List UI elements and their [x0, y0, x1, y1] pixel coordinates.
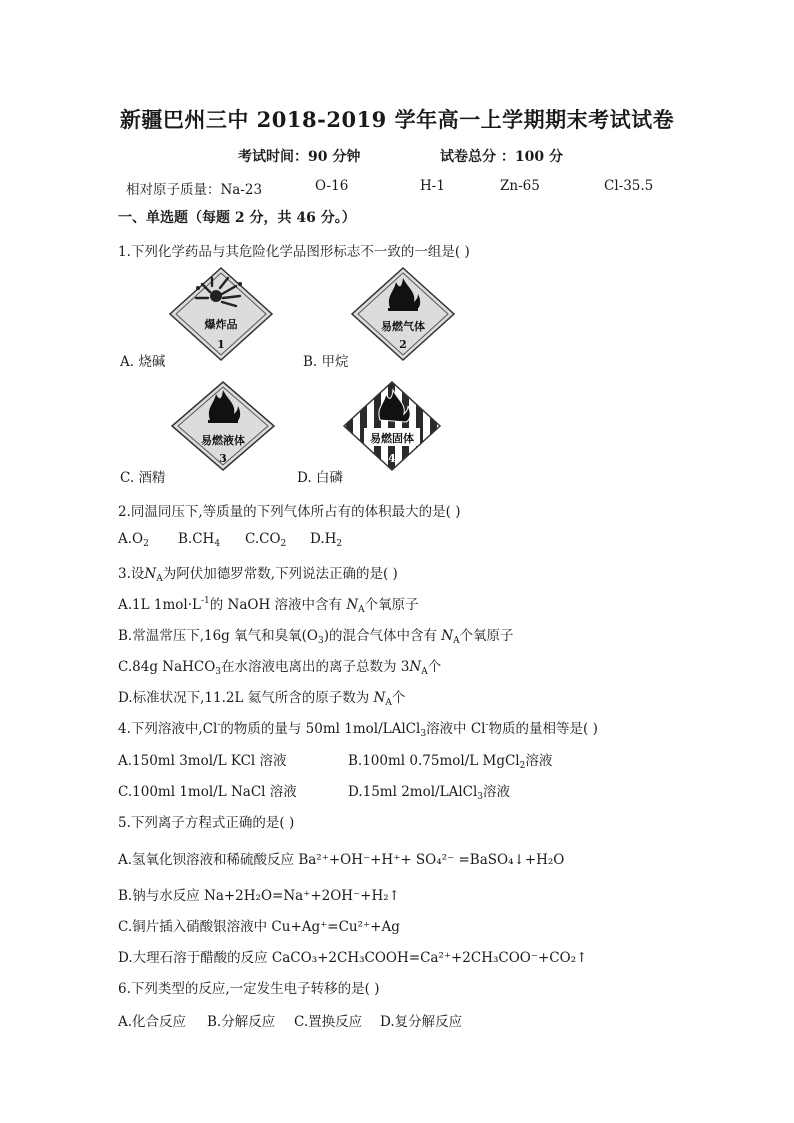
sign-number: 1: [217, 338, 225, 351]
exam-total-score: 试卷总分 ：100 分: [440, 149, 563, 165]
atomic-mass-zn: Zn-65: [500, 178, 540, 194]
exam-time: 考试时间：90 分钟: [238, 149, 361, 165]
question-1-option-b: B. 甲烷: [303, 354, 349, 370]
sign-label: 易燃液体: [201, 434, 245, 447]
question-5-option-a: A.氢氧化钡溶液和稀硫酸反应 Ba²⁺+OH⁻+H⁺+ SO₄²⁻ =BaSO₄↓+H₂O: [118, 852, 565, 868]
sign-label: 易燃气体: [381, 320, 425, 333]
question-5-option-d: D.大理石溶于醋酸的反应 CaCO₃+2CH₃COOH=Ca²⁺+2CH₃COO⁻+CO₂↑: [118, 950, 588, 966]
sign-number: 3: [219, 452, 227, 465]
page-title: 新疆巴州三中 2018-2019 学年高一上学期期末考试试卷: [119, 107, 675, 132]
question-3-option-a: A.1L $1mol\cdot L^{-1}$的 NaOH 溶液中含有 $N_A$个氧原子: [118, 596, 419, 615]
hazard-sign-explosive: [168, 266, 274, 362]
question-2-option-d: $D.H_2$: [310, 531, 343, 549]
question-2-stem: 2.同温同压下,等质量的下列气体所占有的体积最大的是( ): [118, 504, 461, 520]
question-6-option-b: B.分解反应: [207, 1014, 276, 1030]
sign-number: 2: [399, 338, 407, 351]
atomic-mass-h: H-1: [420, 178, 445, 194]
question-2-option-c: $C.CO_2$: [245, 531, 287, 549]
sign-label: 爆炸品: [204, 318, 238, 331]
question-5-option-b: B.钠与水反应 Na+2H₂O=Na⁺+2OH⁻+H₂↑: [118, 888, 400, 904]
question-5-stem: 5.下列离子方程式正确的是( ): [118, 815, 295, 831]
atomic-mass-label: 相对原子质量：Na-23: [126, 182, 263, 198]
section-title: 一、单选题（每题 2 分，共 46 分。）: [118, 210, 356, 226]
question-1-option-d: D. 白磷: [297, 470, 343, 486]
question-6-option-c: C.置换反应: [294, 1014, 363, 1030]
question-4-stem: 4.下列溶液中,Cl-的物质的量与 50ml 1mol/LAlCl$_3$溶液中 Cl-物质的量相等是( ): [118, 720, 598, 739]
question-3-option-b: B.常温常压下,16g 氧气和臭氧$(O_3)$的混合气体中含有 $N_A$个氧原子: [118, 628, 514, 646]
question-1-option-a: A. 烧碱: [120, 354, 166, 370]
hazard-sign-flammable-liquid: [170, 380, 276, 472]
question-4-option-d: D.15ml 2mol/LAlCl$_3$溶液: [348, 784, 511, 802]
sign-label: 易燃固体: [370, 432, 414, 445]
hazard-sign-flammable-solid: [342, 380, 442, 472]
question-6-stem: 6.下列类型的反应,一定发生电子转移的是( ): [118, 981, 380, 997]
question-4-option-a: A.150ml 3mol/L KCl 溶液: [118, 753, 287, 769]
question-6-option-a: A.化合反应: [118, 1014, 187, 1030]
question-4-option-c: C.100ml 1mol/L NaCl 溶液: [118, 784, 297, 800]
hazard-sign-flammable-gas: [350, 266, 456, 362]
atomic-mass-cl: Cl-35.5: [604, 178, 654, 194]
question-2-option-a: $A.O_2$: [118, 531, 149, 549]
question-1-stem: 1.下列化学药品与其危险化学品图形标志不一致的一组是( ): [118, 244, 470, 260]
question-3-option-d: D.标准状况下,11.2L 氦气所含的原子数为 $N_A$个: [118, 690, 406, 708]
question-3-option-c: C.84g NaHCO$_3$在水溶液电离出的离子总数为 $3N_A$个: [118, 659, 442, 677]
question-3-stem: 3.设$N_A$为阿伏加德罗常数,下列说法正确的是( ): [118, 566, 398, 584]
question-5-option-c: C.铜片插入硝酸银溶液中 Cu+Ag⁺=Cu²⁺+Ag: [118, 919, 400, 935]
atomic-mass-o: O-16: [315, 178, 349, 194]
question-1-option-c: C. 酒精: [120, 470, 166, 486]
question-2-option-b: $B.CH_4$: [178, 531, 221, 549]
sign-number: 4: [388, 452, 396, 465]
question-6-option-d: D.复分解反应: [380, 1014, 463, 1030]
question-4-option-b: B.100ml 0.75mol/L MgCl$_2$溶液: [348, 753, 553, 771]
